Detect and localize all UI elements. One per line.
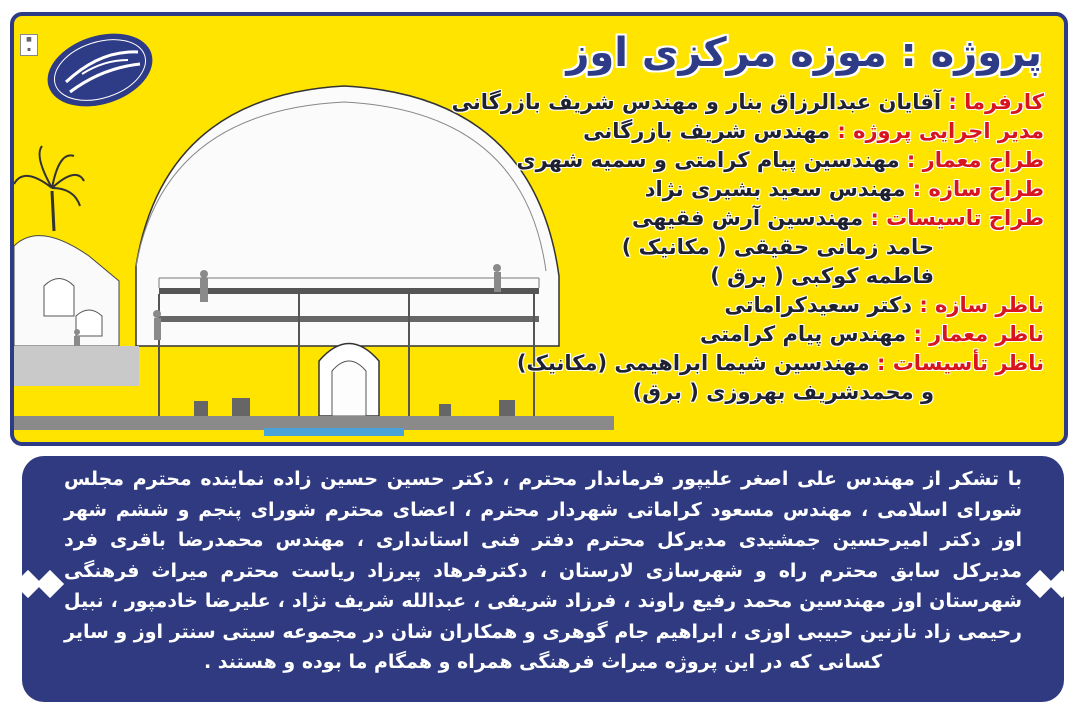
credit-structural-designer [524, 175, 1044, 204]
credit-role: ناظر تأسیسات : [877, 351, 1044, 375]
credit-role: مدیر اجرایی پروژه : [837, 119, 1044, 143]
credit-name: حامد زمانی حقیقی ( مکانیک ) [621, 235, 934, 259]
credits-list [451, 88, 1044, 407]
credit-name: مهندس شریف بازرگانی [583, 119, 838, 143]
credit-name: دکتر سعیدکراماتی [724, 293, 920, 317]
credit-role: ناظر سازه : [919, 293, 1044, 317]
credit-architect-supervisor [524, 320, 1044, 349]
credit-mep-mechanical [524, 233, 1044, 262]
credit-role: ناظر معمار : [913, 322, 1044, 346]
credit-project-manager [524, 117, 1044, 146]
project-panel [10, 12, 1068, 446]
credit-name: مهندسین پیام کرامتی و سمیه شهری [516, 148, 907, 172]
credit-architect [516, 146, 1044, 175]
credit-role: طراح سازه : [912, 177, 1044, 201]
credit-name: فاطمه کوکبی ( برق ) [710, 264, 934, 288]
credit-role: کارفرما : [948, 90, 1044, 114]
museum-logo [44, 30, 156, 110]
acknowledgement-panel [22, 456, 1064, 702]
project-title: پروژه : موزه مرکزی اوز [566, 30, 1042, 76]
credit-mep-supervisor-electrical [524, 378, 1044, 407]
credit-structural-supervisor [524, 291, 1044, 320]
credit-role: طراح معمار : [906, 148, 1044, 172]
credit-name: مهندس سعید بشیری نژاد [644, 177, 913, 201]
credit-mep-designer [524, 204, 1044, 233]
credit-role: طراح تاسیسات : [870, 206, 1044, 230]
acknowledgement-text: با تشکر از مهندس علی اصغر علیپور فرماندار محترم ، دکتر حسین حسین زاده نماینده محترم مجلس شورای اسلامی ، مهندس مسعود کراماتی شهردار محترم ، اعضای محترم شورای پنجم و ششم شهر اوز دکتر امیرحسین جمشیدی مدیرکل محترم دفتر فنی استانداری ، مهندس محمدرضا باقری فرد مدیرکل سابق محترم راه و شهرسازی لارستان ، دکترفرهاد پیرزاد ریاست محترم میراث فرهنگی شهرستان اوز مهندسین محمد رفیع راوند ، فرزاد شریفی ، عبدالله شریف نژاد ، علیرضا خادمپور ، نبیل رحیمی زاد نازنین حبیبی اوزی ، ابراهیم جام گوهری و همکاران شان در مجموعه سیتی سنتر اوز و سایر کسانی که در این پروژه میراث فرهنگی همراه و همگام ما بوده و هستند . [64, 468, 1022, 673]
credit-employer [451, 88, 1044, 117]
credit-name: آقایان عبدالرزاق بنار و مهندس شریف بازرگانی [451, 90, 949, 114]
credit-name: مهندسین آرش فقیهی [632, 206, 871, 230]
credit-mep-electrical [524, 262, 1044, 291]
credit-mep-supervisor [516, 349, 1044, 378]
credit-name: و محمدشریف بهروزی ( برق) [632, 380, 934, 404]
credit-name: مهندس پیام کرامتی [699, 322, 914, 346]
publisher-mark: ■ ▪ [20, 34, 38, 56]
credit-name: مهندسین شیما ابراهیمی (مکانیک) [516, 351, 877, 375]
